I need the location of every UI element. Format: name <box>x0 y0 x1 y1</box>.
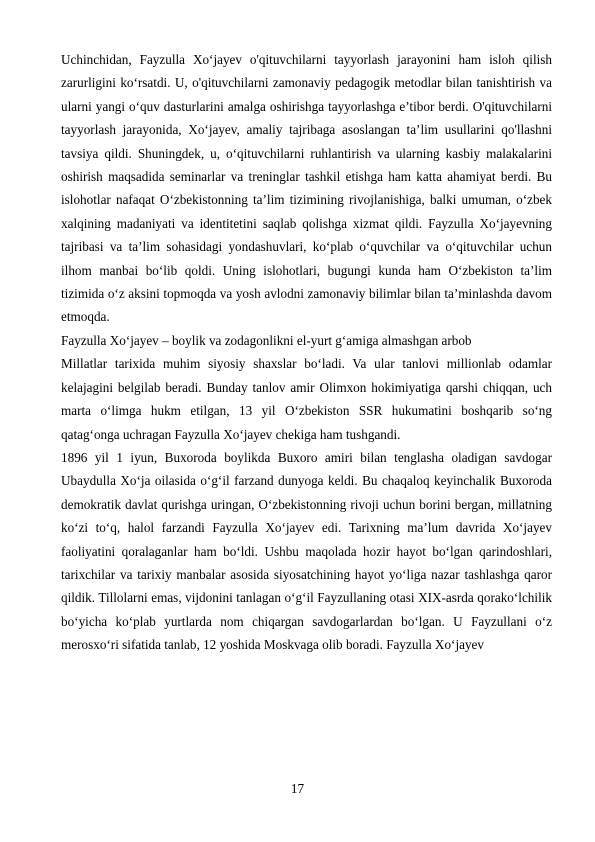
paragraph-teacher-training: Uchinchidan, Fayzulla Xo‘jayev o'qituvchilarni tayyorlash jarayonini ham isloh qilish zarurligini ko‘rsatdi. U, o'qituvchilarni zamonaviy pedagogik metodlar bilan tanishtirish va ularni yangi o‘quv dasturlarini amalga oshirishga tayyorlashga e’tibor berdi. O'qituvchilarni tayyorlash jarayonida, Xo‘jayev, amaliy tajribaga asoslangan ta’lim usullarini qo'llashni tavsiya qildi. Shuningdek, u, o‘qituvchilarni ruhlantirish va ularning kasbiy malakalarini oshirish maqsadida seminarlar va treninglar tashkil etishga ham katta ahamiyat berdi. Bu islohotlar nafaqat O‘zbekistonning ta’lim tizimining rivojlanishiga, balki umuman, o‘zbek xalqining madaniyati va identitetini saqlab qolishga xizmat qildi. Fayzulla Xo‘jayevning tajribasi va ta’lim sohasidagi yondashuvlari, ko‘plab o‘quvchilar va o‘qituvchilar uchun ilhom manbai bo‘lib qoldi. Uning islohotlari, bugungi kunda ham O‘zbekiston ta’lim tizimida o‘z aksini topmoqda va yosh avlodni zamonaviy bilimlar bilan ta’minlashda davom etmoqda. <box>61 52 552 325</box>
document-body <box>61 48 552 657</box>
section-heading: Fayzulla Xo‘jayev – boylik va zodagonlikni el-yurt g‘amiga almashgan arbob <box>61 332 472 348</box>
paragraph-historical-figures: Millatlar tarixida muhim siyosiy shaxslar bo‘ladi. Va ular tanlovi millionlab odamlar kelajagini belgilab beradi. Bunday tanlov amir Olimxon hokimiyatiga qarshi chiqqan, uch marta o‘limga hukm etilgan, 13 yil O‘zbekiston SSR hukumatini boshqarib so‘ng qatag‘onga uchragan Fayzulla Xo‘jayev chekiga ham tushgandi. <box>61 356 552 442</box>
paragraph-biography: 1896 yil 1 iyun, Buxoroda boylikda Buxoro amiri bilan tenglasha oladigan savdogar Ubaydulla Xo‘ja oilasida o‘g‘il farzand dunyoga keldi. Bu chaqaloq keyinchalik Buxoroda demokratik davlat qurishga uringan, O‘zbekistonning rivoji uchun borini bergan, millatning ko‘zi to‘q, halol farzandi Fayzulla Xo‘jayev edi. Tarixning ma’lum davrida Xo‘jayev faoliyatini qoralaganlar ham bo‘ldi. Ushbu maqolada hozir hayot bo‘lgan qarindoshlari, tarixchilar va tarixiy manbalar asosida siyosatchining hayot yo‘liga nazar tashlashga qaror qildik. Tillolarni emas, vijdonini tanlagan o‘g‘il Fayzullaning otasi XIX-asrda qorako‘lchilik bo‘yicha ko‘plab yurtlarda nom chiqargan savdogarlardan bo‘lgan. U Fayzullani o‘z merosxo‘ri sifatida tanlab, 12 yoshida Moskvaga olib boradi. Fayzulla Xo‘jayev <box>61 449 552 653</box>
page-number: 17 <box>290 781 305 796</box>
